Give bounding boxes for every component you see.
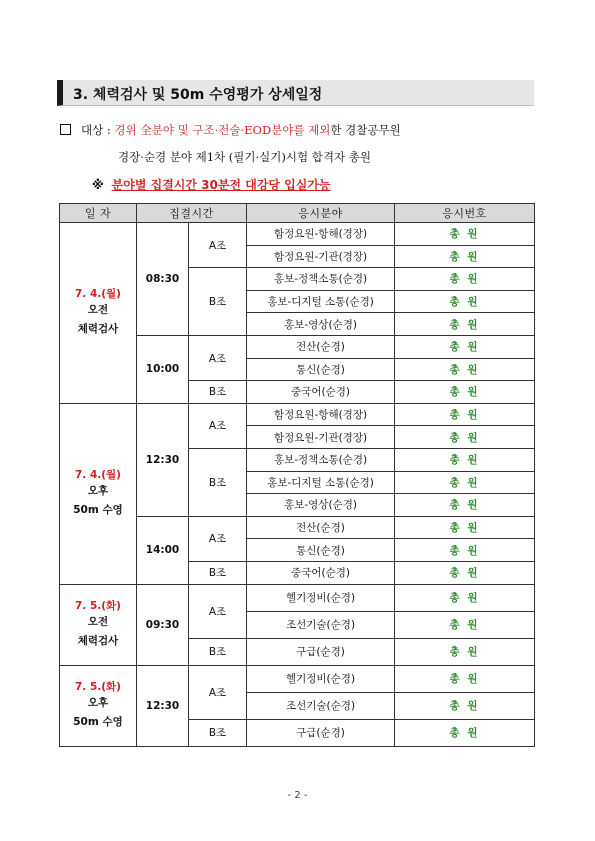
schedule-table (59, 203, 535, 747)
page-number: - 2 - (287, 790, 308, 801)
field-cell: 함정요원-기관(경장) (247, 245, 395, 268)
group-cell: B조 (189, 561, 247, 584)
field-cell: 구급(순경) (247, 638, 395, 665)
notice-label: 대상 : (81, 123, 115, 137)
table-row (60, 403, 535, 426)
group-cell: B조 (189, 448, 247, 516)
group-cell: A조 (189, 403, 247, 448)
group-cell: B조 (189, 638, 247, 665)
notice-line-2: 경장·순경 분야 제1차 (필기·실기)시험 합격자 총원 (118, 150, 371, 164)
field-cell: 함정요원-기관(경장) (247, 426, 395, 449)
group-cell: A조 (189, 223, 247, 268)
group-cell: A조 (189, 516, 247, 561)
time-cell: 10:00 (137, 335, 189, 403)
number-cell: 총 원 (395, 611, 535, 638)
group-cell: A조 (189, 584, 247, 638)
time-cell: 12:30 (137, 665, 189, 746)
number-cell: 총 원 (395, 381, 535, 404)
group-cell: B조 (189, 381, 247, 404)
table-row (60, 223, 535, 246)
table-row (60, 665, 535, 692)
field-cell: 함정요원-항해(경장) (247, 403, 395, 426)
number-cell: 총 원 (395, 561, 535, 584)
notice-line-1 (60, 122, 401, 138)
table-header-row (60, 204, 535, 223)
date-cell: 7. 5.(화) 오후 50m 수영 (60, 665, 137, 746)
field-cell: 전산(순경) (247, 335, 395, 358)
header-date: 일 자 (60, 204, 137, 223)
number-cell: 총 원 (395, 719, 535, 746)
number-cell: 총 원 (395, 290, 535, 313)
number-cell: 총 원 (395, 335, 535, 358)
note-line (92, 176, 331, 193)
header-number: 응시번호 (395, 204, 535, 223)
number-cell: 총 원 (395, 268, 535, 291)
checkbox-icon (60, 124, 71, 135)
field-cell: 홍보-영상(순경) (247, 313, 395, 336)
number-cell: 총 원 (395, 584, 535, 611)
field-cell: 홍보-정책소통(순경) (247, 448, 395, 471)
number-cell: 총 원 (395, 692, 535, 719)
field-cell: 홍보-정책소통(순경) (247, 268, 395, 291)
notice-highlight: 경위 全분야 및 구조·전술·EOD분야를 제외 (114, 123, 331, 137)
header-field: 응시분야 (247, 204, 395, 223)
number-cell: 총 원 (395, 313, 535, 336)
field-cell: 전산(순경) (247, 516, 395, 539)
number-cell: 총 원 (395, 665, 535, 692)
time-cell: 08:30 (137, 223, 189, 336)
field-cell: 구급(순경) (247, 719, 395, 746)
number-cell: 총 원 (395, 494, 535, 517)
date-cell: 7. 4.(월) 오후 50m 수영 (60, 403, 137, 584)
group-cell: B조 (189, 719, 247, 746)
time-cell: 14:00 (137, 516, 189, 584)
field-cell: 헬기정비(순경) (247, 584, 395, 611)
group-cell: A조 (189, 665, 247, 719)
header-time: 집결시간 (137, 204, 247, 223)
field-cell: 중국어(순경) (247, 561, 395, 584)
notice-rest: 한 경찰공무원 (330, 123, 401, 137)
number-cell: 총 원 (395, 245, 535, 268)
time-cell: 12:30 (137, 403, 189, 516)
number-cell: 총 원 (395, 638, 535, 665)
field-cell: 헬기정비(순경) (247, 665, 395, 692)
number-cell: 총 원 (395, 223, 535, 246)
note-text: 분야별 집결시간 30분전 대강당 입실가능 (111, 178, 331, 192)
date-cell: 7. 4.(월) 오전 체력검사 (60, 223, 137, 404)
number-cell: 총 원 (395, 448, 535, 471)
number-cell: 총 원 (395, 358, 535, 381)
number-cell: 총 원 (395, 539, 535, 562)
time-cell: 09:30 (137, 584, 189, 665)
reference-mark-icon: ※ (92, 178, 104, 192)
section-title: 3. 체력검사 및 50m 수영평가 상세일정 (73, 87, 323, 103)
field-cell: 홍보-디지털 소통(순경) (247, 471, 395, 494)
group-cell: B조 (189, 268, 247, 336)
field-cell: 함정요원-항해(경장) (247, 223, 395, 246)
field-cell: 홍보-영상(순경) (247, 494, 395, 517)
field-cell: 통신(순경) (247, 539, 395, 562)
field-cell: 중국어(순경) (247, 381, 395, 404)
field-cell: 통신(순경) (247, 358, 395, 381)
field-cell: 홍보-디지털 소통(순경) (247, 290, 395, 313)
number-cell: 총 원 (395, 516, 535, 539)
group-cell: A조 (189, 335, 247, 380)
number-cell: 총 원 (395, 471, 535, 494)
field-cell: 조선기술(순경) (247, 611, 395, 638)
number-cell: 총 원 (395, 403, 535, 426)
field-cell: 조선기술(순경) (247, 692, 395, 719)
number-cell: 총 원 (395, 426, 535, 449)
date-cell: 7. 5.(화) 오전 체력검사 (60, 584, 137, 665)
section-title-bar (57, 80, 534, 106)
table-row (60, 584, 535, 611)
